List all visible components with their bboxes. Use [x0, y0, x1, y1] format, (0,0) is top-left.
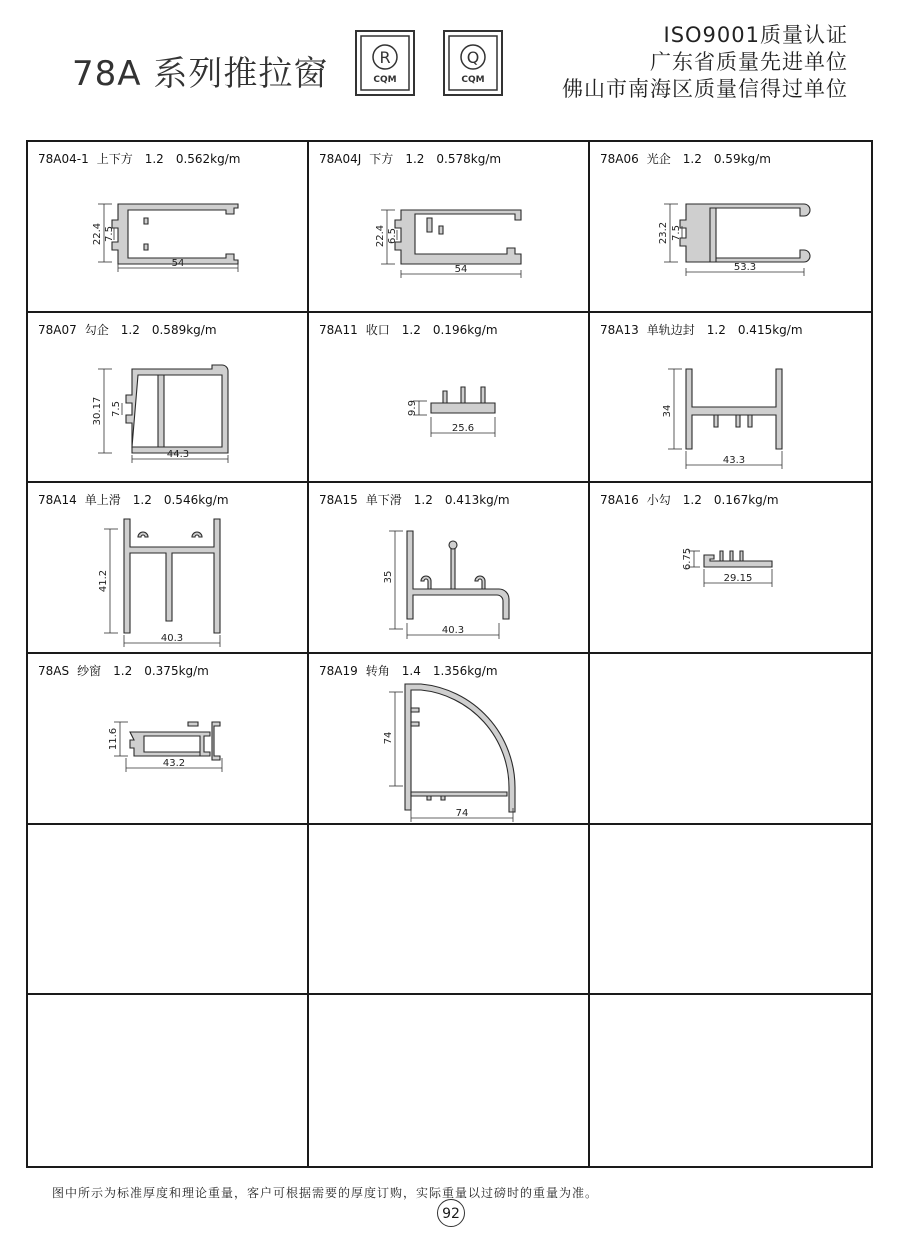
dimension-label: 54 — [454, 264, 468, 275]
profile-thickness: 1.2 — [144, 152, 164, 166]
profile-code: 78A04J — [319, 152, 362, 166]
profile-weight: 0.196kg/m — [432, 322, 498, 337]
footer-note: 图中所示为标准厚度和理论重量，客户可根据需要的厚度订购，实际重量以过磅时的重量为准。 — [52, 1186, 599, 1200]
profile-drawing — [309, 341, 589, 481]
dimension-label: 34 — [662, 404, 673, 418]
profile-cell — [309, 313, 590, 484]
dimension-label: 7.5 — [104, 226, 115, 242]
empty-cell — [28, 825, 309, 996]
profile-thickness: 1.2 — [682, 493, 702, 508]
dimension-label: 25.6 — [451, 422, 475, 434]
empty-cell — [28, 995, 309, 1166]
certification-line: ISO9001质量认证 — [663, 23, 848, 47]
profile-cell — [590, 142, 871, 313]
profile-code: 78A11 — [319, 322, 358, 337]
profile-code: 78A13 — [600, 322, 639, 337]
profile-label — [319, 491, 522, 508]
profile-name: 纱窗 — [77, 664, 102, 678]
profile-code: 78A16 — [600, 493, 639, 508]
profile-thickness: 1.2 — [682, 152, 702, 166]
profile-thickness: 1.4 — [401, 664, 421, 678]
profile-code: 78A06 — [600, 152, 639, 166]
certification-list — [562, 22, 848, 103]
profile-drawing — [28, 682, 308, 822]
profile-drawing — [28, 170, 308, 310]
dimension-label: 23.2 — [658, 221, 669, 245]
profile-label — [600, 150, 783, 167]
profile-code: 78A07 — [38, 322, 77, 337]
certification-line: 广东省质量先进单位 — [650, 50, 848, 74]
quality-cqm-logo-icon — [443, 30, 503, 96]
logo-text: CQM — [373, 75, 397, 85]
logo-text: CQM — [461, 75, 485, 85]
profile-label — [319, 321, 510, 338]
profile-cell — [309, 142, 590, 313]
profile-thickness: 1.2 — [405, 152, 425, 166]
profile-label — [38, 491, 241, 508]
profile-cell — [309, 654, 590, 825]
profile-weight: 0.546kg/m — [163, 493, 229, 508]
profile-drawing — [28, 511, 308, 651]
dimension-label: 30.17 — [92, 396, 103, 425]
profile-weight: 0.415kg/m — [737, 322, 803, 337]
dimension-label: 11.6 — [108, 727, 119, 751]
dimension-label: 9.9 — [407, 399, 418, 416]
dimension-label: 43.2 — [162, 758, 186, 769]
profile-weight: 0.578kg/m — [436, 152, 502, 166]
profile-thickness: 1.2 — [401, 322, 421, 337]
profile-weight: 0.562kg/m — [175, 152, 241, 166]
profile-label — [319, 662, 510, 679]
profile-code: 78AS — [38, 664, 70, 678]
empty-cell — [590, 995, 871, 1166]
profile-weight: 0.413kg/m — [444, 493, 510, 508]
profile-label — [600, 491, 791, 508]
profile-cell — [28, 142, 309, 313]
logo-letter: Q — [466, 48, 480, 67]
dimension-label: 35 — [383, 570, 394, 584]
profile-code: 78A15 — [319, 493, 358, 508]
dimension-label: 6.75 — [682, 548, 693, 571]
profile-cell — [309, 483, 590, 654]
dimension-label: 22.4 — [92, 222, 103, 246]
profile-grid — [26, 140, 873, 1168]
profile-label — [38, 662, 221, 679]
dimension-label: 7.5 — [111, 400, 122, 417]
profile-weight: 0.375kg/m — [144, 664, 209, 678]
profile-name: 光企 — [646, 152, 671, 166]
dimension-label: 22.4 — [375, 224, 386, 248]
profile-thickness: 1.2 — [113, 664, 133, 678]
dimension-label: 43.3 — [722, 454, 746, 466]
profile-cell — [28, 483, 309, 654]
profile-code: 78A19 — [319, 664, 358, 678]
profile-cell — [590, 313, 871, 484]
profile-drawing — [309, 511, 589, 651]
profile-weight: 0.589kg/m — [151, 322, 217, 337]
profile-thickness: 1.2 — [413, 493, 433, 508]
profile-label — [600, 321, 815, 338]
profile-label — [38, 150, 252, 167]
dimension-label: 7.5 — [671, 225, 682, 241]
profile-weight: 0.167kg/m — [713, 493, 779, 508]
profile-label — [38, 321, 229, 338]
dimension-label: 44.3 — [166, 448, 190, 460]
dimension-label: 40.3 — [160, 633, 184, 645]
dimension-label: 74 — [455, 808, 469, 819]
profile-drawing — [309, 682, 589, 822]
logo-letter: R — [379, 48, 391, 67]
profile-label — [319, 150, 513, 167]
profile-code: 78A14 — [38, 493, 77, 508]
certification-line: 佛山市南海区质量信得过单位 — [562, 77, 848, 101]
registered-cqm-logo-icon — [355, 30, 415, 96]
profile-name: 单上滑 — [84, 493, 121, 508]
profile-name: 上下方 — [96, 152, 133, 166]
profile-name: 小勾 — [646, 493, 671, 508]
profile-thickness: 1.2 — [706, 322, 726, 337]
profile-name: 勾企 — [84, 322, 109, 337]
profile-weight: 0.59kg/m — [713, 152, 771, 166]
page-title: 78A 系列推拉窗 — [72, 54, 329, 94]
profile-drawing — [590, 341, 870, 481]
empty-cell — [590, 825, 871, 996]
profile-name: 单轨边封 — [646, 322, 695, 337]
profile-drawing — [590, 511, 870, 651]
page-number: 92 — [437, 1199, 465, 1227]
profile-drawing — [28, 341, 308, 481]
profile-name: 单下滑 — [365, 493, 402, 508]
profile-name: 转角 — [365, 664, 390, 678]
profile-name: 收口 — [365, 322, 390, 337]
profile-weight: 1.356kg/m — [432, 664, 498, 678]
profile-cell — [590, 483, 871, 654]
dimension-label: 41.2 — [98, 570, 109, 593]
dimension-label: 6.5 — [387, 228, 398, 244]
profile-drawing — [309, 170, 589, 310]
dimension-label: 54 — [171, 258, 185, 269]
dimension-label: 40.3 — [441, 625, 465, 637]
profile-cell — [28, 654, 309, 825]
empty-cell — [590, 654, 871, 825]
profile-code: 78A04-1 — [38, 152, 89, 166]
profile-thickness: 1.2 — [120, 322, 140, 337]
dimension-label: 29.15 — [723, 573, 753, 585]
profile-drawing — [590, 170, 870, 310]
empty-cell — [309, 825, 590, 996]
profile-cell — [28, 313, 309, 484]
profile-thickness: 1.2 — [132, 493, 152, 508]
dimension-label: 53.3 — [733, 262, 757, 273]
empty-cell — [309, 995, 590, 1166]
dimension-label: 74 — [383, 731, 394, 745]
profile-name: 下方 — [369, 152, 394, 166]
